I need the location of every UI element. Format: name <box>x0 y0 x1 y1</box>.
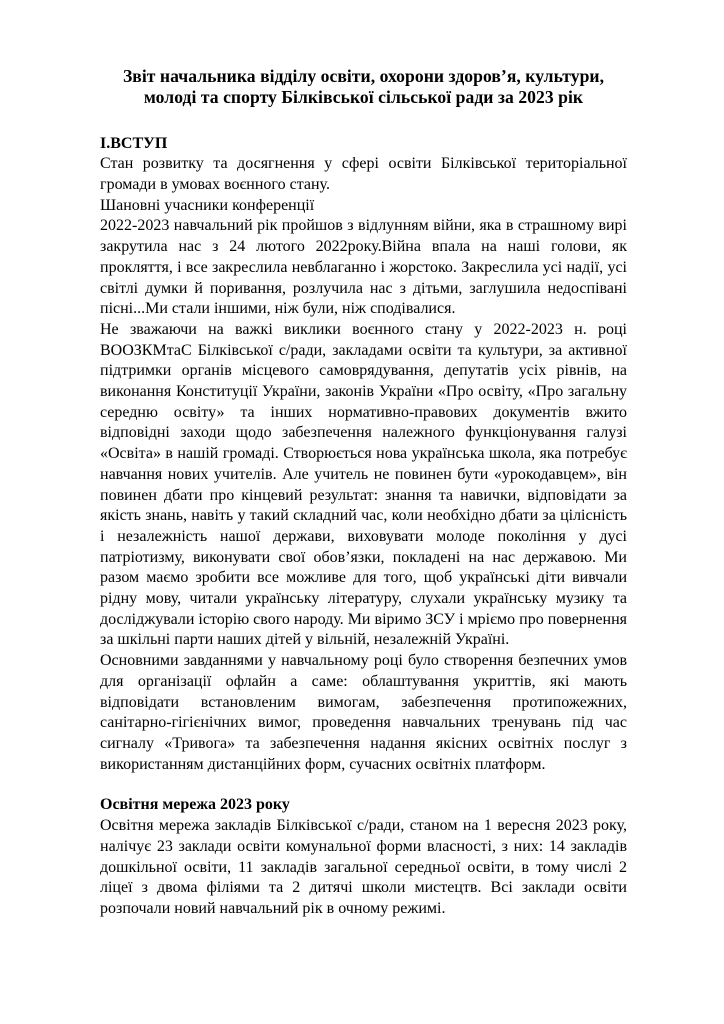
title-body-spacer <box>100 108 627 134</box>
section-education-network <box>100 795 627 919</box>
section-spacer <box>100 775 627 795</box>
paragraph-intro-4: Не зважаючи на важкі виклики воєнного стану у 2022-2023 н. році ВООЗКМтаС Білківської с/ради, закладами освіти та культури, за активної підтримки органів місцевого самоврядування, депутатів усіх рівнів, на виконання Конституції України, законів України «Про освіту, «Про загальну середню освіту» та інших нормативно-правових документів вжито відповідні заходи щодо забезпечення належного функціонування галузі «Освіта» в нашій громаді. Створюється нова українська школа, яка потребує навчання нових учителів. Але учитель не повинен бути «урокодавцем», він повинен дбати про кінцевий результат: знання та навички, відповідати за якість знань, навіть у такий складний час, коли необхідно дбати за цілісність і незалежність нашої держави, виховувати молоде покоління у дусі патріотизму, виконувати свої обов’язки, покладені на нас державою. Ми разом маємо зробити все можливе для того, щоб українські діти вивчали рідну мову, читали українську літературу, слухали українську музику та досліджували історію свого народу. Ми віримо ЗСУ і мріємо про повернення за шкільні парти наших дітей у вільній, незалежній Україні. <box>100 320 627 649</box>
page-title: Звіт начальника відділу освіти, охорони здоров’я, культури, молоді та спорту Білківської сільської ради за 2023 рік <box>122 66 605 107</box>
section-heading-intro: I.ВСТУП <box>100 134 168 152</box>
paragraph-intro-3: 2022-2023 навчальний рік пройшов з відлунням війни, яка в страшному вирі закрутила нас з 24 лютого 2022року.Війна впала на наші голови, як прокляття, і все закреслила невблаганно і жорстоко. Закреслила усі надії, усі світлі думки й поривання, розлучила нас з дітьми, заглушила недоспівані пісні...Ми стали іншими, ніж були, ніж сподівалися. <box>100 217 627 318</box>
paragraph-intro-1: Стан розвитку та досягнення у сфері освіти Білківської територіальної громади в умовах воєнного стану. <box>100 155 627 193</box>
document-content <box>100 0 627 920</box>
paragraph-education-network-1: Освітня мережа закладів Білківської с/ради, станом на 1 вересня 2023 року, налічує 23 заклади освіти комунальної форми власності, з них: 14 закладів дошкільної освіти, 11 закладів загальної середньої освіти, в тому числі 2 ліцеї з двома філіями та 2 дитячі школи мистецтв. Всі заклади освіти розпочали новий навчальний рік в очному режимі. <box>100 817 627 917</box>
paragraph-intro-2: Шановні учасники конференції <box>100 196 315 214</box>
section-heading-education-network: Освітня мережа 2023 року <box>100 796 290 814</box>
paragraph-intro-5: Основними завданнями у навчальному році було створення безпечних умов для організації офлайн а саме: облаштування укриттів, які мають відповідати встановленим вимогам, забезпечення протипожежних, санітарно-гігієнічних вимог, проведення навчальних тренувань під час сигналу «Тривога» та забезпечення надання якісних освітніх послуг з використанням дистанційних форм, сучасних освітніх платформ. <box>100 652 627 773</box>
section-intro <box>100 134 627 776</box>
